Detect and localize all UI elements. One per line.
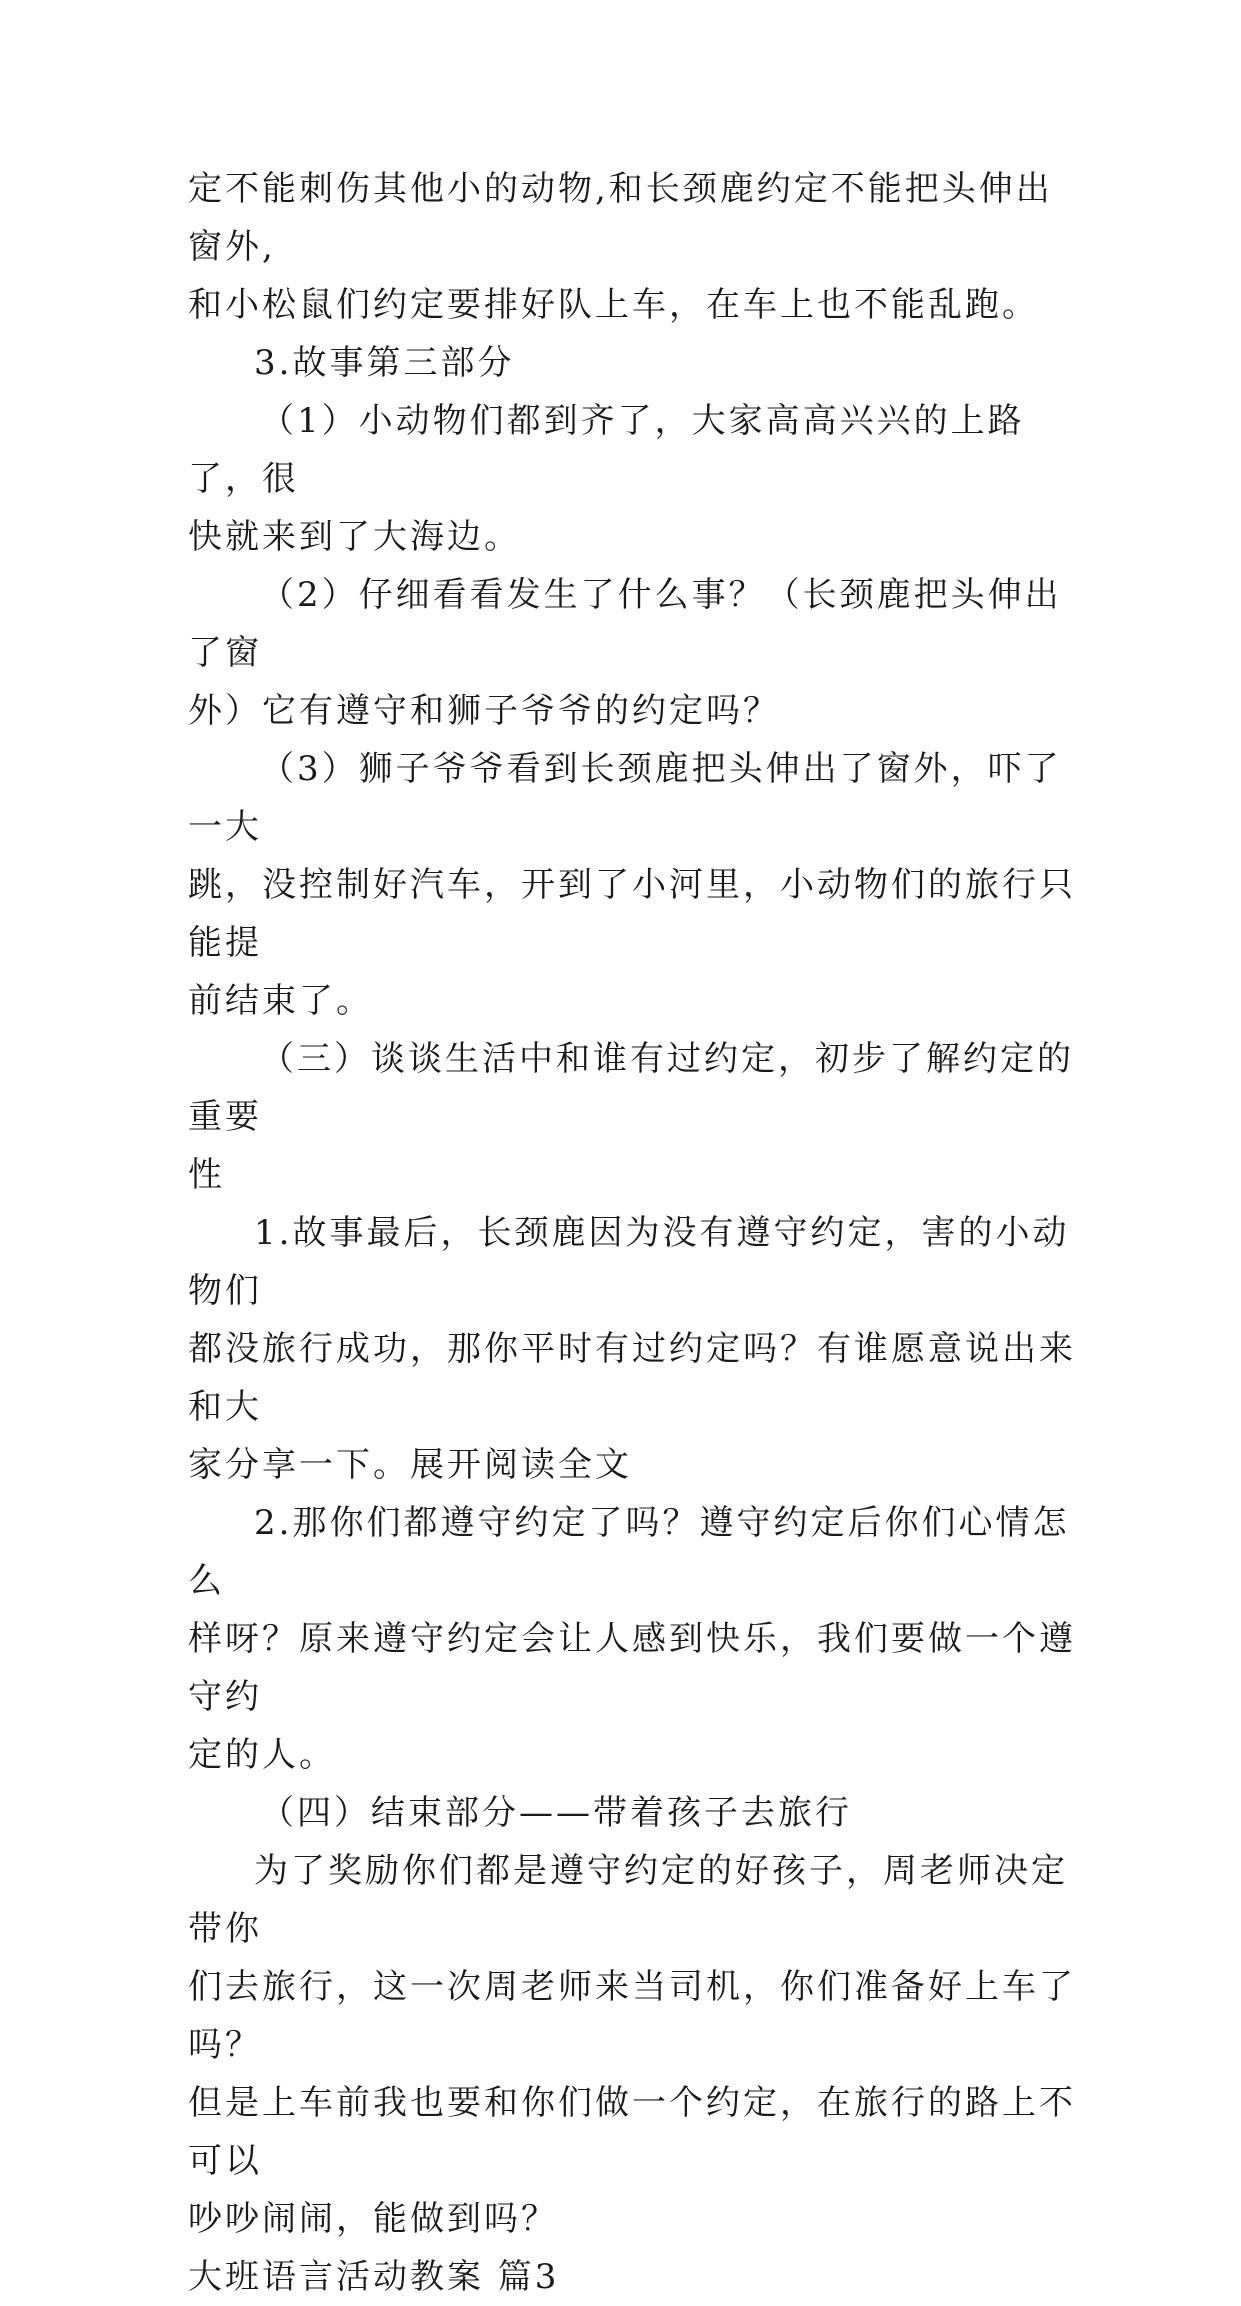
text-line: 吵吵闹闹，能做到吗？ [188,2199,558,2239]
paragraph [188,1030,1088,1204]
paragraph [188,1842,1088,2248]
paragraph [188,334,1088,392]
text-line: 和小松鼠们约定要排好队上车，在车上也不能乱跑。 [188,285,1039,325]
text-line: 跳，没控制好汽车，开到了小河里，小动物们的旅行只能提 [188,865,1076,963]
text-line: 家分享一下。展开阅读全文 [188,1445,632,1485]
text-line: 们去旅行，这一次周老师来当司机，你们准备好上车了吗？ [188,1967,1076,2065]
text-line: 但是上车前我也要和你们做一个约定，在旅行的路上不可以 [188,2083,1076,2181]
text-line: （1）小动物们都到齐了，大家高高兴兴的上路了，很 [188,401,1025,499]
text-line: 3.故事第三部分 [254,343,515,383]
text-line: 为了奖励你们都是遵守约定的好孩子，周老师决定带你 [188,1851,1068,1949]
text-line: 大班语言活动教案 篇3 [188,2257,560,2297]
text-line: 定不能刺伤其他小的动物,和长颈鹿约定不能把头伸出窗外, [188,169,1053,267]
text-line: 都没旅行成功，那你平时有过约定吗？有谁愿意说出来和大 [188,1329,1076,1427]
text-line: 定的人。 [188,1735,336,1775]
text-line: （三）谈谈生活中和谁有过约定，初步了解约定的重要 [188,1039,1074,1137]
paragraph [188,160,1088,334]
text-line: （3）狮子爷爷看到长颈鹿把头伸出了窗外，吓了一大 [188,749,1062,847]
text-line: 前结束了。 [188,981,373,1021]
document-body [188,160,1088,2306]
paragraph [188,392,1088,566]
paragraph [188,1494,1088,1784]
paragraph [188,740,1088,1030]
text-line: （四）结束部分——带着孩子去旅行 [260,1793,852,1833]
paragraph [188,1784,1088,1842]
text-line: 样呀？原来遵守约定会让人感到快乐，我们要做一个遵守约 [188,1619,1076,1717]
text-line: 2.那你们都遵守约定了吗？遵守约定后你们心情怎么 [188,1503,1070,1601]
text-line: （2）仔细看看发生了什么事？（长颈鹿把头伸出了窗 [188,575,1062,673]
text-line: 性 [188,1155,225,1195]
text-line: 1.故事最后，长颈鹿因为没有遵守约定，害的小动物们 [188,1213,1070,1311]
section-heading [188,2248,1088,2306]
paragraph [188,566,1088,740]
text-line: 外）它有遵守和狮子爷爷的约定吗？ [188,691,780,731]
text-line: 快就来到了大海边。 [188,517,521,557]
paragraph [188,1204,1088,1494]
